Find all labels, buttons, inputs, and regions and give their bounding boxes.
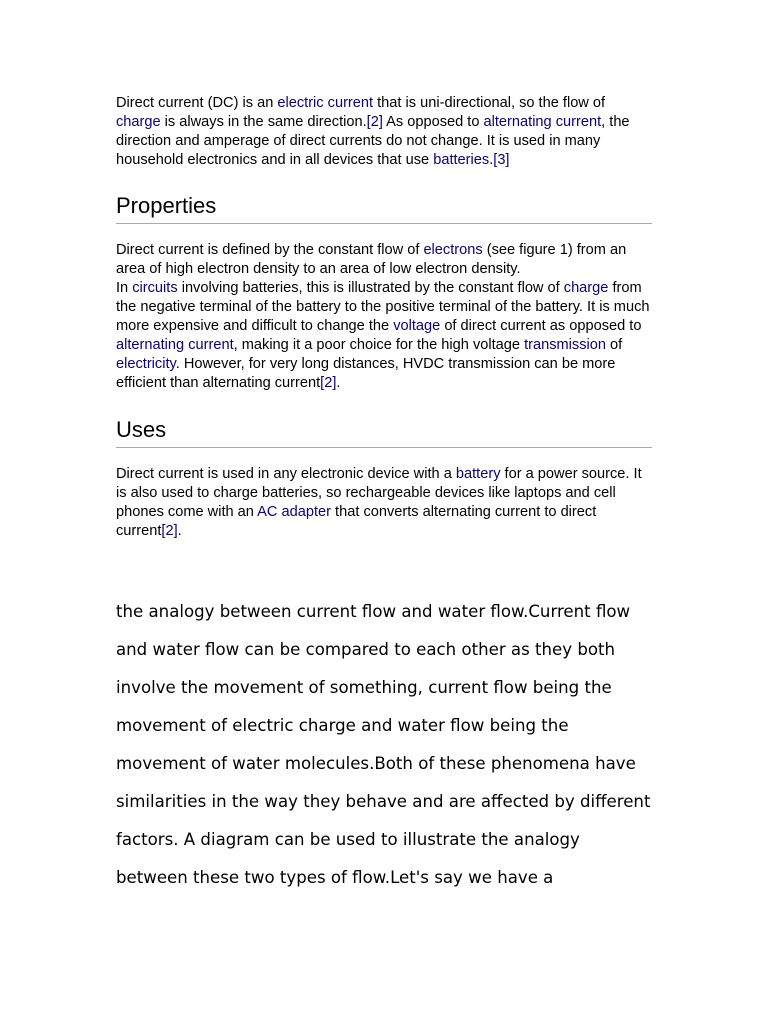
- link-batteries[interactable]: batteries: [433, 152, 490, 168]
- citation-link-2[interactable]: [2]: [366, 114, 383, 130]
- text-run: of direct current as opposed to: [440, 318, 642, 334]
- text-run: that is uni-directional, so the flow of: [373, 95, 606, 111]
- link-electrons[interactable]: electrons: [423, 242, 483, 258]
- document-page: [116, 94, 652, 897]
- text-run: for a power source. It is also used to charge batteries, so rechargeable devices like laptops and cell phones come with an: [116, 466, 642, 520]
- text-run: Direct current is used in any electronic device with a: [116, 466, 456, 482]
- text-run: from the negative terminal of the battery to the positive terminal of the battery. It is much more expensive and difficult to change the: [116, 280, 650, 334]
- text-run: Direct current is defined by the constant flow of: [116, 242, 424, 258]
- link-alternating-current[interactable]: alternating current: [483, 114, 602, 130]
- text-run: Direct current (DC) is an: [116, 95, 278, 111]
- link-voltage[interactable]: voltage: [393, 318, 441, 334]
- heading-properties: Properties: [116, 193, 652, 224]
- link-alternating-current[interactable]: alternating current: [116, 337, 234, 353]
- text-run: .: [336, 375, 341, 391]
- intro-paragraph: [116, 94, 652, 170]
- citation-link-2[interactable]: [2]: [161, 523, 178, 539]
- heading-uses: Uses: [116, 417, 652, 448]
- link-charge[interactable]: charge: [116, 114, 161, 130]
- link-electricity[interactable]: electricity: [116, 356, 176, 372]
- citation-link-2[interactable]: [2]: [320, 375, 337, 391]
- text-run: .: [489, 152, 494, 168]
- link-electric-current[interactable]: electric current: [277, 95, 374, 111]
- text-run: , making it a poor choice for the high voltage: [233, 337, 525, 353]
- text-run: involving batteries, this is illustrated by the constant flow of: [177, 280, 564, 296]
- properties-paragraph: [116, 241, 652, 393]
- citation-link-3[interactable]: [3]: [493, 152, 510, 168]
- text-run: As opposed to: [382, 114, 484, 130]
- link-charge[interactable]: charge: [563, 280, 609, 296]
- uses-paragraph: [116, 465, 652, 541]
- text-run: is always in the same direction.: [160, 114, 367, 130]
- link-circuits[interactable]: circuits: [132, 280, 178, 296]
- text-run: In: [116, 280, 133, 296]
- analogy-paragraph: the analogy between current flow and water flow.Current flow and water flow can be compared to each other as they both involve the movement of something, current flow being the movement of electric charge and water flow being the movement of water molecules.Both of these phenomena have similarities in the way they behave and are affected by different factors. A diagram can be used to illustrate the analogy between these two types of flow.Let's say we have a: [116, 602, 651, 887]
- text-run: , the direction and amperage of direct currents do not change. It is used in many household electronics and in all devices that use: [116, 114, 630, 168]
- text-run: (see figure 1) from an area of high electron density to an area of low electron density.: [116, 242, 627, 277]
- link-transmission[interactable]: transmission: [524, 337, 606, 353]
- text-run: .: [177, 523, 182, 539]
- link-battery[interactable]: battery: [455, 466, 501, 482]
- text-run: of: [605, 337, 623, 353]
- link-ac-adapter[interactable]: AC adapter: [257, 504, 331, 520]
- text-run: that converts alternating current to direct current: [116, 504, 597, 539]
- text-run: . However, for very long distances, HVDC transmission can be more efficient than alternating current: [116, 356, 616, 391]
